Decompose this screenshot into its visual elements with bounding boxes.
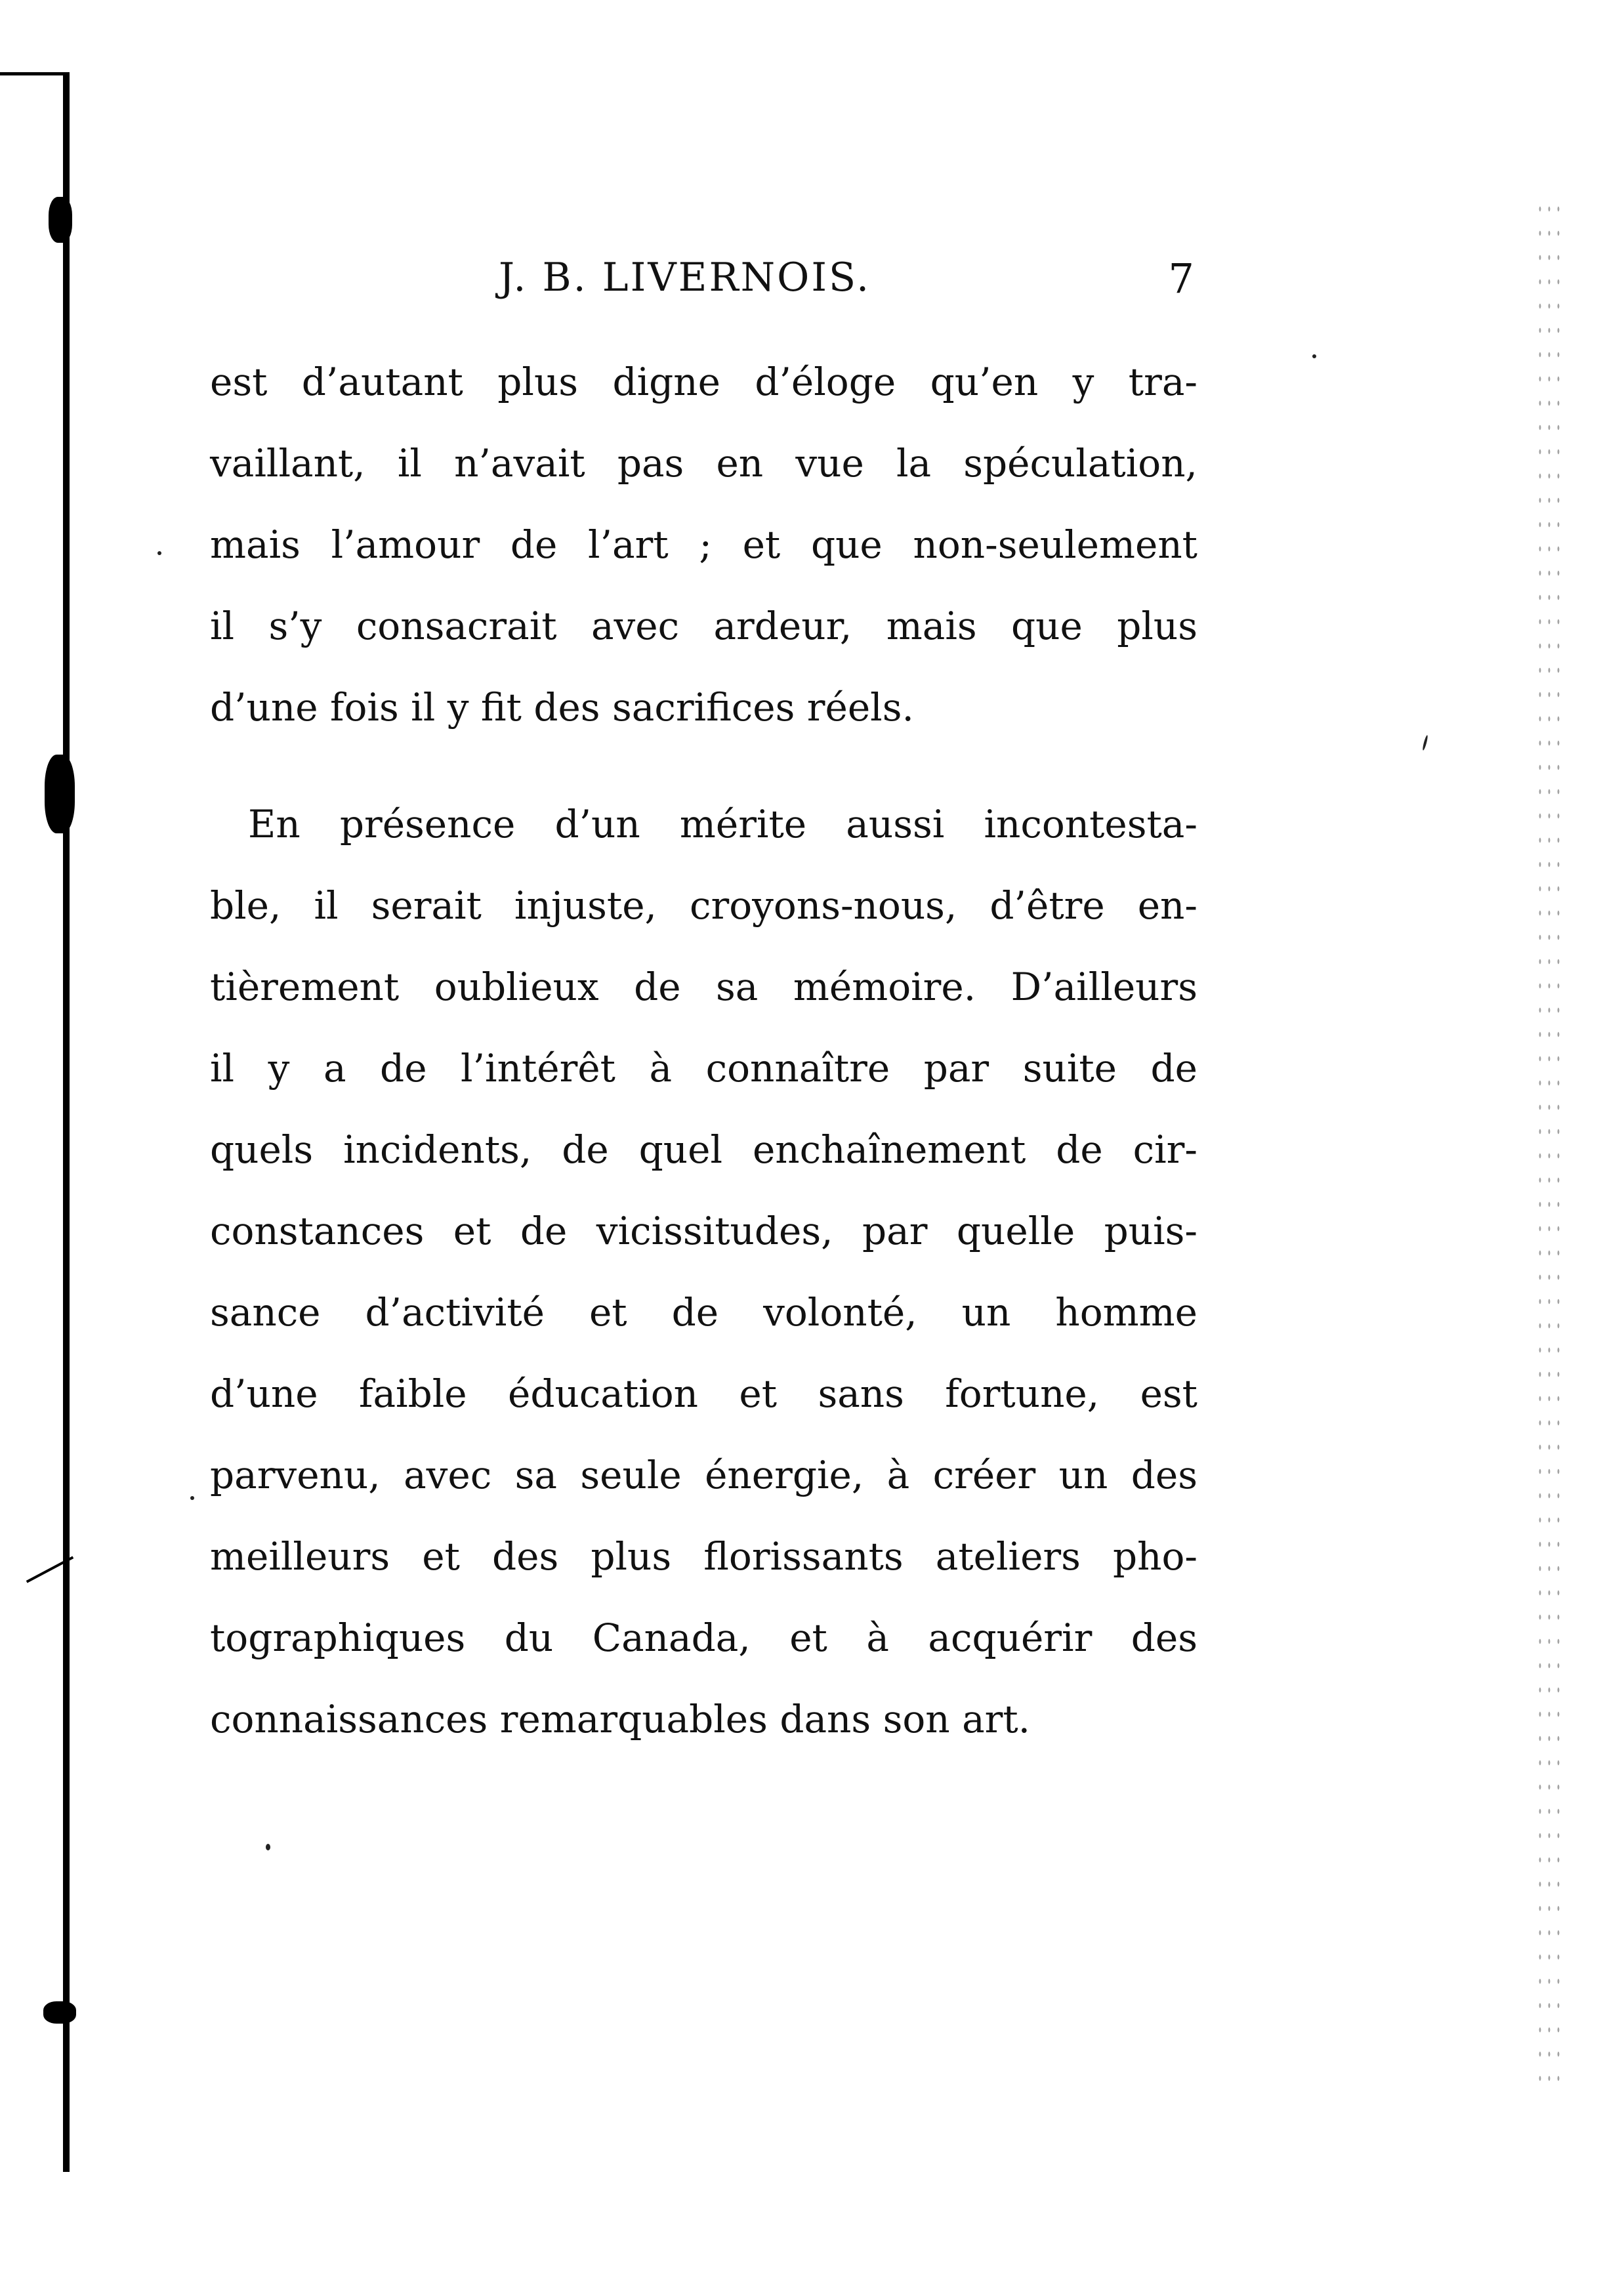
binding-blot	[49, 197, 72, 243]
scan-speck	[1312, 354, 1316, 358]
running-head: J. B. LIVERNOIS.	[499, 255, 871, 301]
text-line: sance d’activité et de volonté, un homme	[210, 1290, 1197, 1335]
scan-specks	[1535, 197, 1562, 2100]
text-line: En présence d’un mérite aussi incontesta-	[248, 802, 1197, 846]
binding-blot	[43, 2001, 76, 2024]
text-line: d’une fois il y fit des sacrifices réels.	[210, 685, 914, 730]
scan-speck	[1422, 735, 1428, 751]
page-number: 7	[1168, 255, 1194, 302]
paragraph	[210, 783, 1197, 1760]
binding-edge	[63, 72, 70, 2172]
paragraph	[210, 341, 1197, 748]
text-line: parvenu, avec sa seule énergie, à créer un des	[210, 1453, 1197, 1497]
scan-speck	[157, 551, 161, 555]
text-line: vaillant, il n’avait pas en vue la spéculation,	[210, 441, 1197, 486]
text-line: mais l’amour de l’art ; et que non-seulement	[210, 522, 1197, 567]
scan-speck	[190, 1496, 194, 1500]
text-line: il s’y consacrait avec ardeur, mais que plus	[210, 604, 1197, 648]
scan-speck	[266, 1844, 270, 1850]
body-text	[210, 341, 1197, 1760]
binding-edge-top	[0, 72, 68, 75]
text-line: d’une faible éducation et sans fortune, est	[210, 1371, 1197, 1416]
text-line: il y a de l’intérêt à connaître par suite de	[210, 1046, 1197, 1091]
text-line: quels incidents, de quel enchaînement de cir-	[210, 1127, 1197, 1172]
page-header	[210, 255, 1207, 314]
text-line: ble, il serait injuste, croyons-nous, d’être en-	[210, 883, 1197, 928]
text-line: est d’autant plus digne d’éloge qu’en y tra-	[210, 360, 1197, 404]
binding-blot	[45, 755, 75, 833]
text-line: constances et de vicissitudes, par quelle puis-	[210, 1209, 1197, 1253]
text-line: tographiques du Canada, et à acquérir des	[210, 1615, 1197, 1660]
text-line: connaissances remarquables dans son art.	[210, 1697, 1031, 1741]
text-line: meilleurs et des plus florissants ateliers pho-	[210, 1534, 1197, 1579]
text-line: tièrement oublieux de sa mémoire. D’ailleurs	[210, 965, 1197, 1009]
